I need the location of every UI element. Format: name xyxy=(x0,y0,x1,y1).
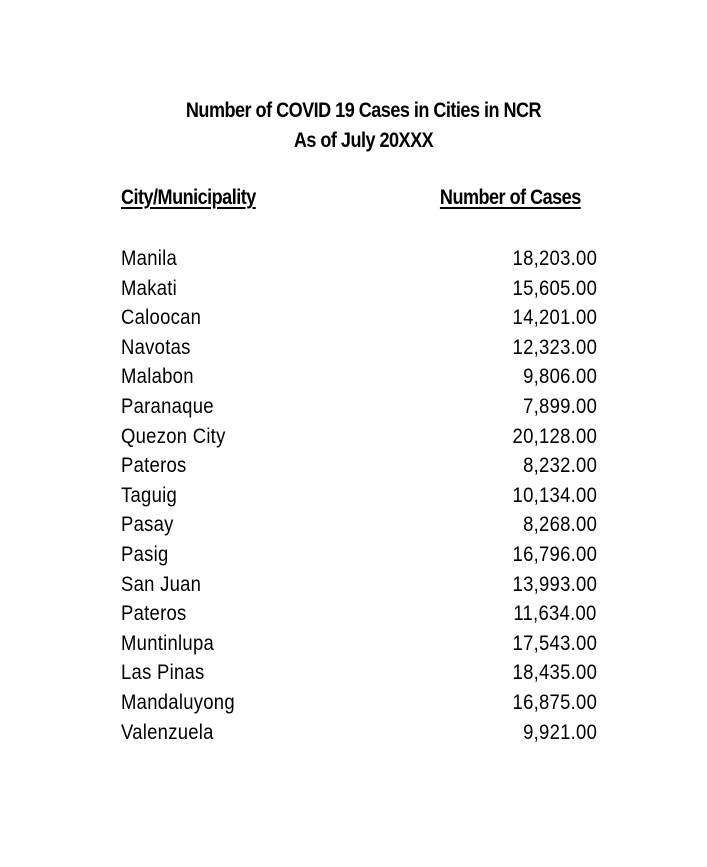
column-header-cases: Number of Cases xyxy=(440,186,581,209)
table-row xyxy=(121,244,597,274)
city-name: Paranaque xyxy=(121,394,214,418)
title-line-1: Number of COVID 19 Cases in Cities in NCR xyxy=(185,99,542,122)
city-name: Malabon xyxy=(121,365,194,389)
city-name: Pasay xyxy=(121,513,174,537)
case-count: 9,806.00 xyxy=(522,365,597,389)
city-name: Makati xyxy=(121,276,178,300)
case-count: 14,201.00 xyxy=(512,306,597,330)
city-name: Navotas xyxy=(121,335,191,359)
case-count: 18,203.00 xyxy=(512,247,597,270)
city-name: Caloocan xyxy=(121,306,202,330)
city-name: Pasig xyxy=(121,542,169,566)
city-name: Manila xyxy=(121,247,178,270)
table-row xyxy=(121,303,597,333)
case-count: 9,921.00 xyxy=(522,720,597,744)
case-count: 7,899.00 xyxy=(522,394,597,418)
case-count: 20,128.00 xyxy=(512,424,597,448)
city-name: Mandaluyong xyxy=(121,690,235,714)
case-count: 15,605.00 xyxy=(512,276,597,300)
column-header-city: City/Municipality xyxy=(121,186,256,209)
case-count: 10,134.00 xyxy=(512,483,597,507)
table-row xyxy=(121,599,597,629)
table-row xyxy=(121,333,597,363)
case-count: 16,875.00 xyxy=(512,690,597,714)
city-name: Las Pinas xyxy=(121,661,205,685)
document-title xyxy=(0,96,707,156)
table-row xyxy=(121,422,597,452)
case-count: 11,634.00 xyxy=(513,602,597,626)
table-row xyxy=(121,451,597,481)
table-row xyxy=(121,481,597,511)
table-row xyxy=(121,570,597,600)
table-row xyxy=(121,274,597,304)
title-line-2: As of July 20XXX xyxy=(293,129,434,152)
case-count: 17,543.00 xyxy=(512,631,597,655)
case-count: 18,435.00 xyxy=(512,661,597,685)
city-name: Pateros xyxy=(121,602,187,626)
city-name: Muntinlupa xyxy=(121,631,215,655)
table-row xyxy=(121,362,597,392)
table-row xyxy=(121,392,597,422)
case-count: 13,993.00 xyxy=(512,572,597,596)
city-name: Taguig xyxy=(121,483,178,507)
table-row xyxy=(121,688,597,718)
cases-table-body xyxy=(121,244,597,747)
table-row xyxy=(121,718,597,748)
case-count: 8,268.00 xyxy=(522,513,597,537)
case-count: 8,232.00 xyxy=(522,454,597,478)
table-row xyxy=(121,510,597,540)
case-count: 16,796.00 xyxy=(512,542,597,566)
city-name: Pateros xyxy=(121,454,187,478)
city-name: Valenzuela xyxy=(121,720,214,744)
case-count: 12,323.00 xyxy=(512,335,597,359)
table-row xyxy=(121,658,597,688)
city-name: San Juan xyxy=(121,572,202,596)
table-row xyxy=(121,540,597,570)
city-name: Quezon City xyxy=(121,424,226,448)
table-row xyxy=(121,629,597,659)
